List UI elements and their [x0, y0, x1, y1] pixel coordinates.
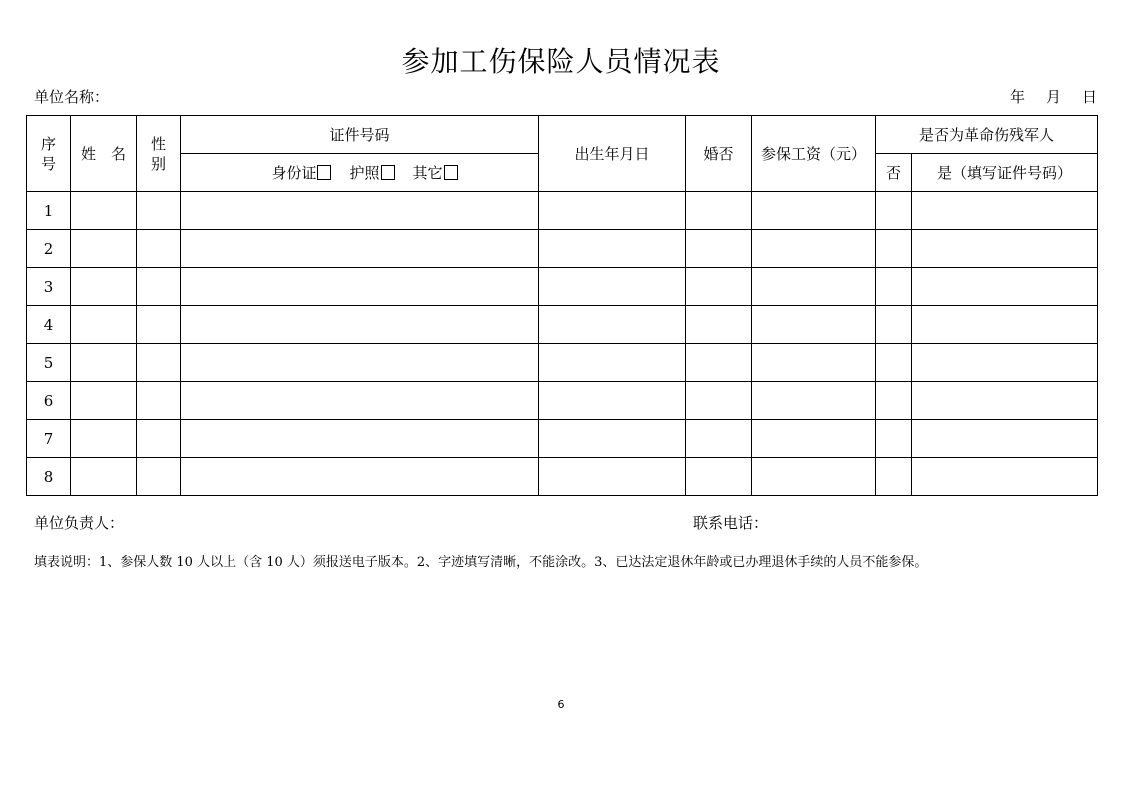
table-row	[27, 230, 1098, 268]
gender-cell[interactable]	[137, 382, 181, 420]
name-cell[interactable]	[71, 382, 137, 420]
birth-date-cell[interactable]	[539, 306, 686, 344]
seq-cell: 7	[27, 420, 71, 458]
page-number: 6	[557, 698, 565, 711]
date-year-label: 年	[1010, 88, 1026, 106]
unit-name-label: 单位名称：	[34, 88, 110, 106]
veteran-no-cell[interactable]	[876, 382, 912, 420]
gender-cell[interactable]	[137, 268, 181, 306]
table-row	[27, 344, 1098, 382]
name-cell[interactable]	[71, 268, 137, 306]
marital-cell[interactable]	[686, 268, 752, 306]
name-cell[interactable]	[71, 306, 137, 344]
marital-cell[interactable]	[686, 458, 752, 496]
table-row	[27, 306, 1098, 344]
id-card-checkbox[interactable]	[317, 165, 331, 180]
marital-cell[interactable]	[686, 230, 752, 268]
marital-cell[interactable]	[686, 420, 752, 458]
veteran-no-cell[interactable]	[876, 192, 912, 230]
responsible-person-label: 单位负责人：	[34, 514, 125, 532]
veteran-yes-cell[interactable]	[912, 192, 1098, 230]
wage-cell[interactable]	[752, 344, 876, 382]
veteran-yes-cell[interactable]	[912, 268, 1098, 306]
id-number-cell[interactable]	[181, 268, 539, 306]
date-month-label: 月	[1046, 88, 1062, 106]
veteran-no-cell[interactable]	[876, 268, 912, 306]
marital-cell[interactable]	[686, 344, 752, 382]
marital-cell[interactable]	[686, 192, 752, 230]
veteran-yes-cell[interactable]	[912, 306, 1098, 344]
birth-date-cell[interactable]	[539, 230, 686, 268]
header-marital: 婚否	[686, 116, 752, 192]
header-veteran: 是否为革命伤残军人	[876, 116, 1098, 154]
wage-cell[interactable]	[752, 230, 876, 268]
id-type-label: 护照	[349, 164, 380, 182]
veteran-no-cell[interactable]	[876, 230, 912, 268]
seq-cell: 2	[27, 230, 71, 268]
wage-cell[interactable]	[752, 306, 876, 344]
veteran-no-cell[interactable]	[876, 420, 912, 458]
id-number-cell[interactable]	[181, 230, 539, 268]
header-seq: 序 号	[27, 116, 71, 192]
seq-cell: 3	[27, 268, 71, 306]
seq-cell: 4	[27, 306, 71, 344]
birth-date-cell[interactable]	[539, 344, 686, 382]
seq-cell: 6	[27, 382, 71, 420]
gender-cell[interactable]	[137, 230, 181, 268]
veteran-no-cell[interactable]	[876, 306, 912, 344]
wage-cell[interactable]	[752, 382, 876, 420]
page-title: 参加工伤保险人员情况表	[401, 45, 721, 78]
id-type-label: 其它	[412, 164, 443, 182]
wage-cell[interactable]	[752, 192, 876, 230]
header-veteran-no: 否	[876, 154, 912, 192]
veteran-yes-cell[interactable]	[912, 420, 1098, 458]
birth-date-cell[interactable]	[539, 382, 686, 420]
name-cell[interactable]	[71, 344, 137, 382]
other-id-checkbox[interactable]	[444, 165, 458, 180]
name-cell[interactable]	[71, 192, 137, 230]
wage-cell[interactable]	[752, 458, 876, 496]
header-id-types	[181, 154, 539, 192]
header-birth-date: 出生年月日	[539, 116, 686, 192]
veteran-no-cell[interactable]	[876, 458, 912, 496]
name-cell[interactable]	[71, 230, 137, 268]
wage-cell[interactable]	[752, 420, 876, 458]
seq-cell: 8	[27, 458, 71, 496]
marital-cell[interactable]	[686, 382, 752, 420]
header-name: 姓 名	[71, 116, 137, 192]
gender-cell[interactable]	[137, 458, 181, 496]
date-labels	[1010, 86, 1097, 107]
veteran-no-cell[interactable]	[876, 344, 912, 382]
header-id-number: 证件号码	[181, 116, 539, 154]
table-row	[27, 420, 1098, 458]
table-row	[27, 192, 1098, 230]
name-cell[interactable]	[71, 420, 137, 458]
marital-cell[interactable]	[686, 306, 752, 344]
birth-date-cell[interactable]	[539, 458, 686, 496]
table-row	[27, 458, 1098, 496]
name-cell[interactable]	[71, 458, 137, 496]
birth-date-cell[interactable]	[539, 192, 686, 230]
veteran-yes-cell[interactable]	[912, 382, 1098, 420]
veteran-yes-cell[interactable]	[912, 458, 1098, 496]
phone-label: 联系电话：	[693, 514, 769, 532]
fill-instructions: 填表说明：1、参保人数 10 人以上（含 10 人）须报送电子版本。2、字迹填写清晰，不能涂改。3、已达法定退休年龄或已办理退休手续的人员不能参保。	[34, 555, 928, 570]
header-veteran-yes: 是（填写证件号码）	[912, 154, 1098, 192]
header-gender: 性 别	[137, 116, 181, 192]
veteran-yes-cell[interactable]	[912, 230, 1098, 268]
table-row	[27, 382, 1098, 420]
passport-checkbox[interactable]	[381, 165, 395, 180]
date-day-label: 日	[1082, 88, 1098, 106]
seq-cell: 1	[27, 192, 71, 230]
gender-cell[interactable]	[137, 192, 181, 230]
id-number-cell[interactable]	[181, 382, 539, 420]
gender-cell[interactable]	[137, 420, 181, 458]
id-number-cell[interactable]	[181, 420, 539, 458]
header-wage: 参保工资（元）	[752, 116, 876, 192]
wage-cell[interactable]	[752, 268, 876, 306]
gender-cell[interactable]	[137, 306, 181, 344]
id-type-label: 身份证	[271, 164, 317, 182]
id-number-cell[interactable]	[181, 306, 539, 344]
gender-cell[interactable]	[137, 344, 181, 382]
personnel-table	[26, 115, 1098, 496]
seq-cell: 5	[27, 344, 71, 382]
veteran-yes-cell[interactable]	[912, 344, 1098, 382]
id-number-cell[interactable]	[181, 192, 539, 230]
birth-date-cell[interactable]	[539, 268, 686, 306]
birth-date-cell[interactable]	[539, 420, 686, 458]
id-number-cell[interactable]	[181, 458, 539, 496]
table-row	[27, 268, 1098, 306]
id-number-cell[interactable]	[181, 344, 539, 382]
